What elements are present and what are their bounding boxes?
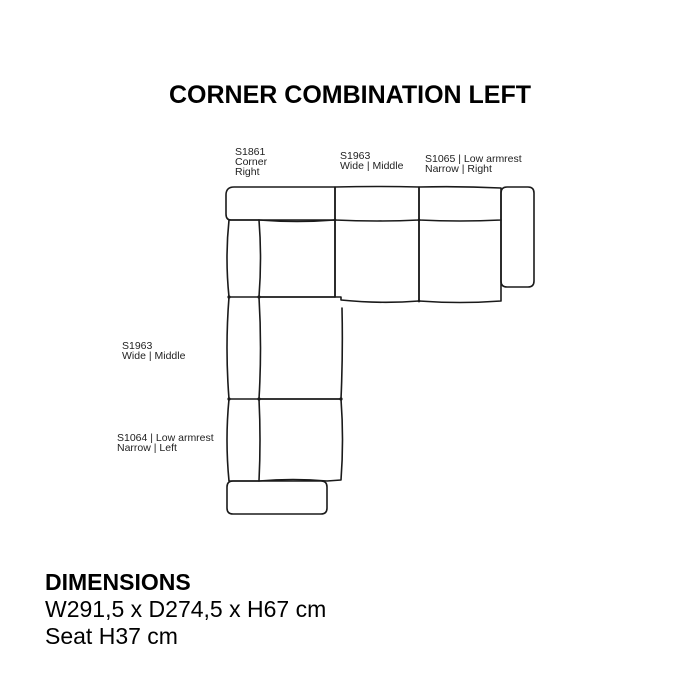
left-lower-module — [227, 399, 343, 481]
module-code: S1065 | Low armrest — [425, 153, 522, 165]
right-armrest — [501, 187, 534, 287]
corner-seat — [259, 220, 335, 297]
middle-top-backrest — [335, 187, 419, 222]
bottom-armrest — [227, 481, 327, 514]
left-lower-back — [227, 399, 260, 481]
module-label-s1065 — [425, 154, 522, 174]
left-middle-module — [227, 297, 342, 399]
joint-markers — [227, 219, 420, 401]
left-lower-seat — [259, 399, 343, 481]
module-code: S1861 — [235, 146, 266, 158]
dimensions-seat-height: Seat H37 cm — [45, 623, 178, 649]
dimensions-heading: DIMENSIONS — [45, 569, 191, 595]
corner-backrest — [226, 187, 335, 220]
left-middle-back — [227, 297, 261, 399]
module-code: S1963 — [340, 150, 371, 162]
dimensions-block — [45, 568, 326, 650]
module-label-s1963-top — [340, 151, 403, 171]
corner-module — [227, 220, 335, 297]
module-label-s1861 — [235, 147, 267, 177]
top-middle-seat — [335, 220, 419, 302]
module-type: Wide | Middle — [340, 160, 404, 172]
module-type: Narrow | Right — [425, 163, 492, 175]
right-top-backrest — [419, 187, 501, 221]
module-code: S1064 | Low armrest — [117, 432, 214, 444]
module-code: S1963 — [122, 340, 153, 352]
left-middle-seat — [259, 297, 342, 399]
module-label-s1064 — [117, 433, 214, 453]
page-title: CORNER COMBINATION LEFT — [168, 81, 531, 109]
module-type: Narrow | Left — [117, 442, 177, 454]
module-type: Wide | Middle — [122, 350, 186, 362]
corner-left-back — [227, 220, 261, 297]
module-label-s1963-left — [122, 341, 185, 361]
top-backrest — [226, 187, 501, 222]
top-right-seat — [419, 220, 501, 303]
module-type: Corner — [235, 156, 268, 168]
dimensions-size: W291,5 x D274,5 x H67 cm — [45, 596, 327, 622]
module-side: Right — [235, 166, 260, 178]
